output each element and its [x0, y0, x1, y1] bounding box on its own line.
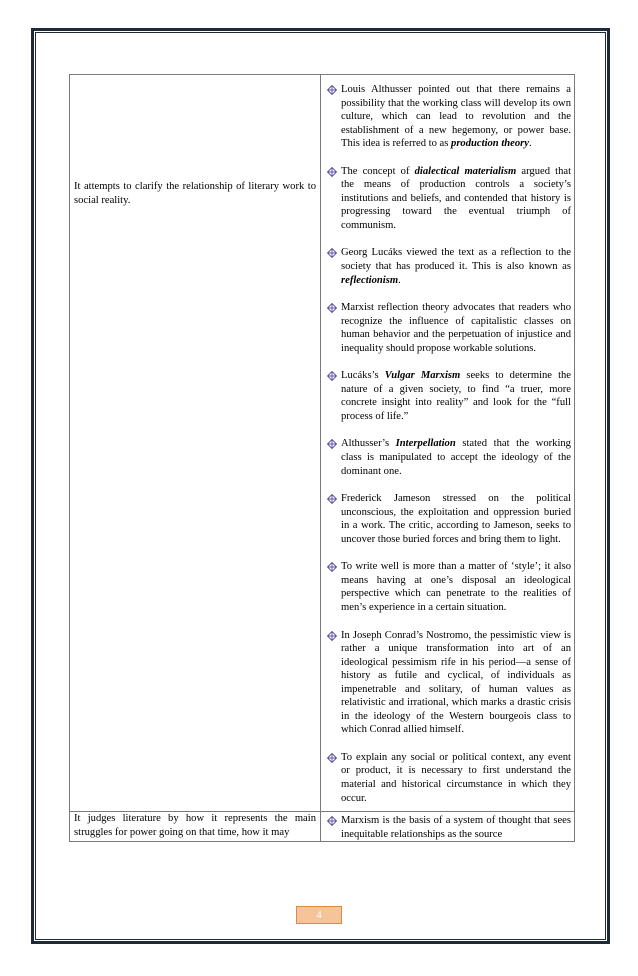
- bullet-text: [341, 814, 571, 841]
- bullet-item: [323, 437, 571, 478]
- bullet-list: [323, 83, 571, 805]
- bullet-text-run: The concept of: [341, 165, 415, 177]
- bullet-text-run: .: [529, 138, 532, 150]
- bullet-text-run: Georg Lucáks viewed the text as a reflection to the society that has produced it. This is also known as: [341, 247, 571, 273]
- bullet-text-run: Lucáks’s: [341, 370, 385, 382]
- bullet-text: [341, 369, 571, 423]
- bullet-item: [323, 751, 571, 805]
- left-segment: [74, 75, 316, 797]
- bullet-item: [323, 165, 571, 233]
- bullet-item: [323, 560, 571, 614]
- bullet-text-run: Althusser’s: [341, 438, 396, 450]
- emphasized-term: dialectical materialism: [414, 165, 517, 177]
- bullet-item: [323, 492, 571, 546]
- bullet-text-run: Marxism is the basis of a system of thought that sees inequitable relationships as the source: [341, 815, 571, 840]
- diamond-cross-bullet-icon: [323, 301, 341, 315]
- bullet-text: [341, 751, 571, 805]
- diamond-cross-bullet-icon: [323, 246, 341, 260]
- bullet-item: [323, 629, 571, 737]
- bullet-text-run: Marxist reflection theory advocates that readers who recognize the influence of capitalistic classes on human behavior and the perpetuation of injustice and inequality should propose workable solutions.: [341, 302, 571, 354]
- emphasized-term: reflectionism: [341, 274, 399, 286]
- emphasized-term: Interpellation: [395, 438, 456, 450]
- bullet-text: [341, 83, 571, 151]
- bullet-text-run: In Joseph Conrad’s Nostromo, the pessimistic view is rather a unique transformation into art of an ideological pessimism rife in his period—a sense of history as futile and cyclical, of individuals as impenetrable and solitary, of human values as relativistic and irrational, which marks a drastic crisis in the ideology of the Western bourgeois class to which Conrad allied himself.: [341, 629, 571, 736]
- diamond-cross-bullet-icon: [323, 560, 341, 574]
- content-table: [69, 74, 575, 842]
- bullet-text: [341, 629, 571, 737]
- bullet-text-run: Frederick Jameson stressed on the political unconscious, the exploitation and oppression buried in a work. The critic, according to Jameson, seeks to uncover those buried forces and bring them to light.: [341, 493, 571, 545]
- right-cell: [321, 812, 575, 842]
- diamond-cross-bullet-icon: [323, 437, 341, 451]
- bullet-text: [341, 437, 571, 478]
- bullet-text-run: To write well is more than a matter of ‘style’; it also means having at one’s disposal an ideological perspective which can penetrate to the realities of men’s experience in a certain situation.: [341, 561, 571, 613]
- diamond-cross-bullet-icon: [323, 83, 341, 97]
- diamond-cross-bullet-icon: [323, 369, 341, 383]
- bullet-text: [341, 301, 571, 355]
- bullet-text-run: argued that the means of production controls a society’s institutions and beliefs, and contended that history is progressing toward the eventual triumph of communism.: [341, 165, 572, 231]
- bullet-item: [323, 369, 571, 423]
- bullet-list: [323, 814, 571, 841]
- table-row: [70, 75, 575, 812]
- table-row: [70, 812, 575, 842]
- bullet-item: [323, 814, 571, 841]
- emphasized-term: production theory: [451, 138, 530, 150]
- right-cell: [321, 75, 575, 812]
- bullet-text: [341, 560, 571, 614]
- bullet-text: [341, 246, 571, 287]
- bullet-text-run: seeks to determine the nature of a given society, to find “a truer, more concrete insight into reality” and look for the “full process of life.”: [341, 370, 572, 422]
- diamond-cross-bullet-icon: [323, 629, 341, 643]
- bullet-text-run: To explain any social or political context, any event or product, it is necessary to first understand the material and historical circumstance in which they occur.: [341, 751, 571, 804]
- bullet-text-run: .: [398, 274, 401, 286]
- diamond-cross-bullet-icon: [323, 165, 341, 179]
- left-cell: [70, 812, 321, 842]
- bullet-text-run: Louis Althusser pointed out that there remains a possibility that the working class will develop its own culture, which can lead to revolution and the establishment of a new hegemony, or power base. This idea is referred to as: [341, 84, 571, 150]
- left-cell: [70, 75, 321, 812]
- left-paragraph: It attempts to clarify the relationship of literary work to social reality.: [74, 181, 316, 206]
- bullet-text: [341, 165, 571, 233]
- bullet-item: [323, 83, 571, 151]
- diamond-cross-bullet-icon: [323, 492, 341, 506]
- left-paragraph: It judges literature by how it represents the main struggles for power going on that time, how it may: [74, 813, 316, 838]
- page-number: 4: [296, 906, 342, 924]
- bullet-item: [323, 301, 571, 355]
- diamond-cross-bullet-icon: [323, 814, 341, 828]
- bullet-text-run: stated that the working class is manipulated to accept the ideology of the dominant one.: [341, 438, 571, 477]
- bullet-text: [341, 492, 571, 546]
- diamond-cross-bullet-icon: [323, 751, 341, 765]
- bullet-item: [323, 246, 571, 287]
- emphasized-term: Vulgar Marxism: [384, 370, 461, 382]
